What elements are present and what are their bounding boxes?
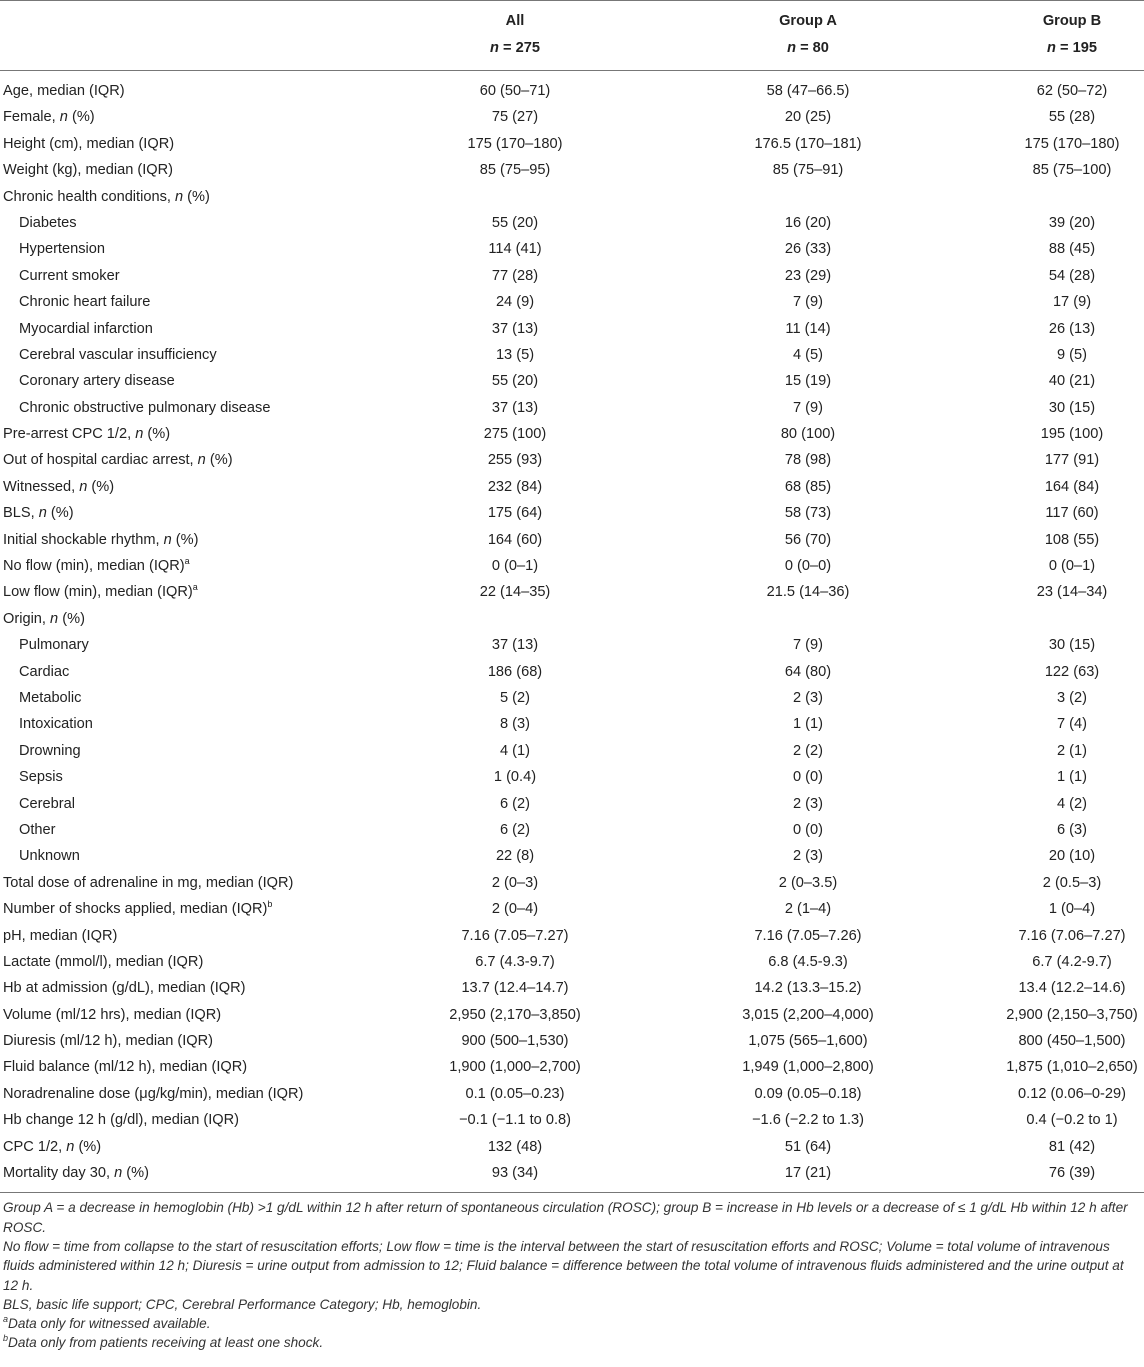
row-label: Hb at admission (g/dL), median (IQR) xyxy=(3,980,246,997)
cell-all: 114 (41) xyxy=(488,241,542,258)
row-label: Chronic obstructive pulmonary disease xyxy=(19,399,271,416)
cell-group-b: 6.7 (4.2-9.7) xyxy=(1032,953,1112,970)
cell-all: 6 (2) xyxy=(499,821,530,838)
table-row xyxy=(0,606,1144,632)
cell-group-b: 23 (14–34) xyxy=(1036,584,1108,601)
row-label: Female, n (%) xyxy=(3,109,95,126)
row-label: Other xyxy=(19,821,56,838)
row-label: Sepsis xyxy=(19,769,63,786)
cell-group-a: 64 (80) xyxy=(784,663,832,680)
cell-group-a: 7 (9) xyxy=(792,294,823,311)
table-row xyxy=(0,131,1144,157)
table-row xyxy=(0,632,1144,658)
cell-group-a: 68 (85) xyxy=(784,478,832,495)
row-label: No flow (min), median (IQR)$^a$ xyxy=(3,556,190,575)
cell-all: 37 (13) xyxy=(491,637,539,654)
row-label: Origin, n (%) xyxy=(3,610,85,627)
table-row xyxy=(0,500,1144,526)
cell-group-b: 177 (91) xyxy=(1044,452,1100,469)
cell-group-a: 176.5 (170–181) xyxy=(754,135,862,152)
cell-all: 1 (0.4) xyxy=(493,769,537,786)
table-row xyxy=(0,659,1144,685)
cell-group-a: 1,075 (565–1,600) xyxy=(748,1033,868,1050)
cell-all: 60 (50–71) xyxy=(479,83,551,99)
row-label: Unknown xyxy=(19,848,80,865)
cell-all: 0.1 (0.05–0.23) xyxy=(465,1085,565,1102)
table-row xyxy=(0,289,1144,315)
cell-group-b: 800 (450–1,500) xyxy=(1018,1033,1126,1050)
cell-group-a: 0 (0) xyxy=(792,821,823,838)
row-label: Lactate (mmol/l), median (IQR) xyxy=(3,953,204,970)
cell-all: 37 (13) xyxy=(491,320,539,337)
cell-group-b: 88 (45) xyxy=(1048,241,1096,258)
cell-group-a: 85 (75–91) xyxy=(772,162,844,179)
cell-group-a: 14.2 (13.3–15.2) xyxy=(754,980,862,997)
cell-all: 55 (20) xyxy=(491,214,539,231)
cell-group-a: 2 (0–3.5) xyxy=(778,874,838,891)
header-group-b-title: Group B xyxy=(1042,13,1102,29)
cell-all: 8 (3) xyxy=(499,716,530,733)
cell-group-a: 21.5 (14–36) xyxy=(766,584,850,601)
cell-all: 175 (64) xyxy=(487,505,543,522)
cell-group-b: 4 (2) xyxy=(1056,795,1087,812)
cell-group-a: 16 (20) xyxy=(784,214,832,231)
cell-all: 186 (68) xyxy=(487,663,543,680)
row-label: Fluid balance (ml/12 h), median (IQR) xyxy=(3,1059,248,1076)
cell-group-b: 76 (39) xyxy=(1048,1165,1096,1182)
header-group-a xyxy=(688,8,928,62)
cell-group-a: 7 (9) xyxy=(792,399,823,416)
table-row xyxy=(0,817,1144,843)
cell-group-a: 1,949 (1,000–2,800) xyxy=(742,1059,874,1076)
row-label: Myocardial infarction xyxy=(19,320,153,337)
table-row xyxy=(0,447,1144,473)
row-label: Height (cm), median (IQR) xyxy=(3,135,175,152)
header-group-b xyxy=(952,8,1144,62)
cell-group-a: 2 (1–4) xyxy=(784,901,832,918)
cell-all: 93 (34) xyxy=(491,1165,539,1182)
row-label: Cerebral vascular insufficiency xyxy=(19,346,217,363)
cell-group-b: 175 (170–180) xyxy=(1024,135,1120,152)
cell-group-b: 7 (4) xyxy=(1056,716,1087,733)
cell-all: 7.16 (7.05–7.27) xyxy=(461,927,569,944)
row-label: Hb change 12 h (g/dl), median (IQR) xyxy=(3,1112,240,1129)
table-row xyxy=(0,316,1144,342)
row-label: Chronic heart failure xyxy=(19,294,151,311)
cell-group-a: 3,015 (2,200–4,000) xyxy=(742,1006,874,1023)
cell-group-b: 7.16 (7.06–7.27) xyxy=(1018,927,1126,944)
table-row xyxy=(0,896,1144,922)
cell-all: 2,950 (2,170–3,850) xyxy=(449,1006,581,1023)
table-row xyxy=(0,527,1144,553)
table-row xyxy=(0,685,1144,711)
cell-group-a: 56 (70) xyxy=(784,531,832,548)
cell-group-a: 58 (47–66.5) xyxy=(766,83,850,99)
table-row xyxy=(0,342,1144,368)
table-row xyxy=(0,1054,1144,1080)
cell-group-a: 6.8 (4.5-9.3) xyxy=(768,953,848,970)
cell-group-b: 20 (10) xyxy=(1048,848,1096,865)
row-label: Cerebral xyxy=(19,795,75,812)
table-row xyxy=(0,157,1144,183)
cell-all: 5 (2) xyxy=(499,689,530,706)
cell-group-a: 2 (2) xyxy=(792,742,823,759)
cell-all: 13.7 (12.4–14.7) xyxy=(461,980,569,997)
table-row xyxy=(0,553,1144,579)
table-row xyxy=(0,421,1144,447)
table-row xyxy=(0,975,1144,1001)
row-label: Age, median (IQR) xyxy=(3,83,125,99)
row-label: Hypertension xyxy=(19,241,105,258)
cell-group-b: 1,875 (1,010–2,650) xyxy=(1006,1059,1138,1076)
table-row xyxy=(0,236,1144,262)
cell-all: 85 (75–95) xyxy=(479,162,551,179)
cell-all: 255 (93) xyxy=(487,452,543,469)
cell-group-a: 58 (73) xyxy=(784,505,832,522)
cell-group-a: 78 (98) xyxy=(784,452,832,469)
cell-group-b: 195 (100) xyxy=(1040,426,1104,443)
row-label: Pulmonary xyxy=(19,637,89,654)
note-footnote-a: $^a$Data only for witnessed available. xyxy=(3,1314,211,1332)
row-label: BLS, n (%) xyxy=(3,505,74,522)
table-row xyxy=(0,870,1144,896)
row-label: Witnessed, n (%) xyxy=(3,478,115,495)
cell-group-b: 164 (84) xyxy=(1044,478,1100,495)
cell-all: 275 (100) xyxy=(483,426,547,443)
cell-group-a: 2 (3) xyxy=(792,689,823,706)
note-groups: Group A = a decrease in hemoglobin (Hb) >1 g/dL within 12 h after return of spontaneous circulation (ROSC); group B = increase in Hb levels or a decrease of ≤ 1 g/dL Hb within 12 h after ROSC. xyxy=(3,1200,1128,1235)
cell-all: 24 (9) xyxy=(495,294,535,311)
table-row xyxy=(0,1002,1144,1028)
cell-group-a: 0 (0–0) xyxy=(784,558,832,575)
row-label: Number of shocks applied, median (IQR)$^b$ xyxy=(3,899,273,918)
table-row xyxy=(0,395,1144,421)
row-label: Current smoker xyxy=(19,267,120,284)
cell-group-a: 4 (5) xyxy=(792,346,823,363)
table-row xyxy=(0,791,1144,817)
row-label: Noradrenaline dose (μg/kg/min), median (IQR) xyxy=(3,1085,304,1102)
table-row xyxy=(0,738,1144,764)
cell-group-b: 3 (2) xyxy=(1056,689,1087,706)
cell-all: 22 (8) xyxy=(495,848,535,865)
cell-group-b: 54 (28) xyxy=(1048,267,1096,284)
cell-group-a: 17 (21) xyxy=(784,1165,832,1182)
cell-all: −0.1 (−1.1 to 0.8) xyxy=(459,1112,571,1129)
cell-group-a: 2 (3) xyxy=(792,795,823,812)
cell-group-a: 0 (0) xyxy=(792,769,823,786)
cell-all: 164 (60) xyxy=(487,531,543,548)
table-row xyxy=(0,843,1144,869)
table-row xyxy=(0,711,1144,737)
cell-group-a: 15 (19) xyxy=(784,373,832,390)
header-group-a-title: Group A xyxy=(779,13,837,29)
header-group-a-n: n = 80 xyxy=(787,40,829,56)
cell-all: 37 (13) xyxy=(491,399,539,416)
header-all-title: All xyxy=(505,13,525,29)
table-row xyxy=(0,104,1144,130)
cell-group-b: 40 (21) xyxy=(1048,373,1096,390)
cell-group-a: 11 (14) xyxy=(785,320,831,337)
cell-group-a: 7.16 (7.05–7.26) xyxy=(754,927,862,944)
cell-group-b: 0.4 (−0.2 to 1) xyxy=(1026,1112,1118,1129)
cell-all: 1,900 (1,000–2,700) xyxy=(449,1059,581,1076)
row-label: Out of hospital cardiac arrest, n (%) xyxy=(3,452,233,469)
cell-all: 22 (14–35) xyxy=(479,584,551,601)
row-label: Diuresis (ml/12 h), median (IQR) xyxy=(3,1033,214,1050)
cell-group-a: −1.6 (−2.2 to 1.3) xyxy=(752,1112,864,1129)
cell-group-b: 39 (20) xyxy=(1048,214,1096,231)
table-row xyxy=(0,263,1144,289)
cell-group-b: 85 (75–100) xyxy=(1032,162,1112,179)
cell-all: 2 (0–4) xyxy=(491,901,539,918)
header-group-b-n: n = 195 xyxy=(1047,40,1097,56)
cell-group-a: 7 (9) xyxy=(792,637,823,654)
row-label: Weight (kg), median (IQR) xyxy=(3,162,174,179)
row-label: Metabolic xyxy=(19,689,82,706)
row-label: Volume (ml/12 hrs), median (IQR) xyxy=(3,1006,222,1023)
row-label: Mortality day 30, n (%) xyxy=(3,1165,150,1182)
row-label: Total dose of adrenaline in mg, median (IQR) xyxy=(3,874,294,891)
row-label: Cardiac xyxy=(19,663,70,680)
table-body xyxy=(0,71,1144,1192)
cell-all: 4 (1) xyxy=(499,742,530,759)
row-label: CPC 1/2, n (%) xyxy=(3,1138,102,1155)
cell-all: 900 (500–1,530) xyxy=(461,1033,569,1050)
cell-all: 77 (28) xyxy=(491,267,539,284)
table-row xyxy=(0,1028,1144,1054)
row-label: Coronary artery disease xyxy=(19,373,175,390)
cell-group-b: 2 (1) xyxy=(1056,742,1087,759)
row-label: Chronic health conditions, n (%) xyxy=(3,188,210,205)
cell-group-b: 117 (60) xyxy=(1045,505,1099,522)
table-header xyxy=(0,1,1144,70)
cell-all: 132 (48) xyxy=(487,1138,543,1155)
row-label: Intoxication xyxy=(19,716,93,733)
row-label: Initial shockable rhythm, n (%) xyxy=(3,531,199,548)
table-row xyxy=(0,474,1144,500)
table-row xyxy=(0,1107,1144,1133)
table-row xyxy=(0,1081,1144,1107)
cell-group-b: 9 (5) xyxy=(1056,346,1087,363)
note-abbreviations: BLS, basic life support; CPC, Cerebral Performance Category; Hb, hemoglobin. xyxy=(3,1296,482,1312)
cell-group-a: 1 (1) xyxy=(792,716,823,733)
cell-all: 75 (27) xyxy=(491,109,539,126)
table-row xyxy=(0,923,1144,949)
cell-group-a: 26 (33) xyxy=(784,241,832,258)
cell-group-b: 26 (13) xyxy=(1048,320,1096,337)
cell-group-b: 122 (63) xyxy=(1044,663,1100,680)
row-label: pH, median (IQR) xyxy=(3,927,118,944)
cell-group-b: 6 (3) xyxy=(1056,821,1087,838)
cell-group-b: 108 (55) xyxy=(1044,531,1100,548)
table-row xyxy=(0,368,1144,394)
cell-all: 175 (170–180) xyxy=(467,135,563,152)
cell-group-b: 2 (0.5–3) xyxy=(1042,874,1102,891)
cell-group-a: 0.09 (0.05–0.18) xyxy=(754,1085,862,1102)
cell-group-a: 51 (64) xyxy=(784,1138,832,1155)
cell-group-a: 23 (29) xyxy=(784,267,832,284)
cell-group-b: 1 (0–4) xyxy=(1048,901,1096,918)
cell-group-b: 2,900 (2,150–3,750) xyxy=(1006,1006,1138,1023)
cell-all: 6 (2) xyxy=(499,795,530,812)
cell-group-b: 1 (1) xyxy=(1056,769,1087,786)
cell-group-b: 30 (15) xyxy=(1048,637,1096,654)
row-label: Pre-arrest CPC 1/2, n (%) xyxy=(3,426,171,443)
cell-group-b: 0.12 (0.06–0-29) xyxy=(1018,1085,1126,1102)
table-row xyxy=(0,579,1144,605)
cell-all: 13 (5) xyxy=(495,346,535,363)
table-row xyxy=(0,210,1144,236)
cell-group-a: 80 (100) xyxy=(780,426,836,443)
cell-all: 232 (84) xyxy=(487,478,543,495)
cell-all: 0 (0–1) xyxy=(491,558,539,575)
cell-group-b: 13.4 (12.2–14.6) xyxy=(1018,980,1126,997)
table-row xyxy=(0,1134,1144,1160)
cell-group-b: 0 (0–1) xyxy=(1048,558,1096,575)
table-row xyxy=(0,184,1144,210)
cell-group-a: 2 (3) xyxy=(792,848,823,865)
cell-all: 55 (20) xyxy=(491,373,539,390)
note-definitions: No flow = time from collapse to the start of resuscitation efforts; Low flow = time is the interval between the start of resuscitation efforts and ROSC; Volume = total volume of intravenous fluids administered within 12 h; Diuresis = urine output from admission to 12; Fluid balance = difference between the total volume of intravenous fluids administered and the urine output at 12 h. xyxy=(3,1239,1124,1293)
table-row xyxy=(0,764,1144,790)
row-label: Diabetes xyxy=(19,214,77,231)
cell-group-b: 55 (28) xyxy=(1048,109,1096,126)
cell-group-b: 17 (9) xyxy=(1052,294,1092,311)
note-footnote-b: $^b$Data only from patients receiving at least one shock. xyxy=(3,1333,324,1351)
cell-group-b: 81 (42) xyxy=(1048,1138,1096,1155)
row-label: Drowning xyxy=(19,742,81,759)
table-row xyxy=(0,78,1144,104)
cell-group-b: 62 (50–72) xyxy=(1036,83,1108,99)
table-row xyxy=(0,1160,1144,1186)
cell-group-b: 30 (15) xyxy=(1048,399,1096,416)
table-row xyxy=(0,949,1144,975)
row-label: Low flow (min), median (IQR)$^a$ xyxy=(3,582,198,601)
header-all xyxy=(395,8,635,62)
cell-all: 6.7 (4.3-9.7) xyxy=(475,953,555,970)
cell-group-a: 20 (25) xyxy=(784,109,832,126)
cell-all: 2 (0–3) xyxy=(491,874,539,891)
header-all-n: n = 275 xyxy=(490,40,540,56)
table-footnotes xyxy=(0,1193,1144,1352)
